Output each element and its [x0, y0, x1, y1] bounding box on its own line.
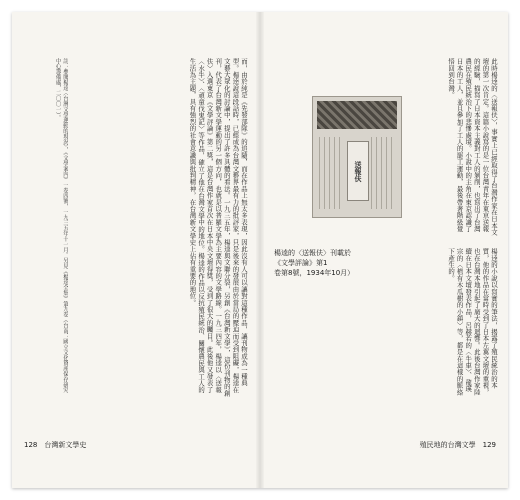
figure-caption-line: 卷第8號，1934年10月）: [274, 269, 355, 277]
right-body-text-lower: 楊逵的小說以寫實的筆法，揭露了殖民統治的本質，他的作品在當時受到了日本左翼文壇的重視，也在台灣本地引起了廣大的迴響。此後台灣作家陸續在日本文壇發表作品，呂赫若的〈牛車〉、龍瑛宗的〈植有木瓜樹的小鎮〉等，都是在這樣的脈絡下產生的。: [447, 248, 498, 396]
right-folio: 殖民地的台灣文學 129: [419, 441, 496, 449]
magazine-title-label: 送報伕: [347, 141, 369, 201]
left-body-text: 而，由於純是《先發部隊》的追隨，而在作品上無太多表現，因此沒有人可以讓對這種作品，讓刊物成為一種典型。楊逵說這段話時，已經成為台灣文藝界最有力的批評家，只是後來的發展由於當局的壓迫而受到阻礙，楊逵在文藝大眾化的討論中，提出了許多具體的看法。一九三五年，楊逵與文聯分裂，另創《台灣新文學》，這份刊物的創刊，代表了台灣新文學運動的另一個方向，也就是以普羅文學為主要內容的文學路線。一九三四年，楊逵以〈送報伕〉入選東京《文學評論》第二獎，這是台灣作家首次在日本中央文壇得獎，受到了很大的矚目。此後他又發表了〈水牛〉、〈頑童伐鬼記〉等作品，確立了他在台灣文學中的地位。楊逵的作品以反抗殖民統治、關懷農民與工人的生活為主題，具有強烈的社會意識與批判精神，在台灣新文學史上佔有重要的地位。: [188, 58, 248, 397]
magazine-text-lines: [371, 137, 395, 209]
left-footnote: 註：參閱楊逵〈台灣文學運動的現況〉，《文學案內》一卷四號，一九三五年十一月。另見《楊逵全集》第九卷（台南：國立文化資產保存研究中心籌備處，二〇〇一）。: [54, 58, 68, 393]
book-spread: [12, 12, 508, 488]
figure-caption: [274, 248, 366, 278]
magazine-cover-image: [312, 96, 402, 218]
right-page: [260, 12, 508, 488]
left-page: [12, 12, 260, 488]
figure-caption-line: 《文學評論》第1: [274, 259, 328, 267]
left-folio: 128 台灣新文學史: [24, 441, 87, 449]
magazine-text-lines: [319, 137, 343, 209]
right-body-text-upper: 此時楊逵的〈送報伕〉，事實上已經取得了台灣作家在日本文壇的第一次肯定。這篇小說寫的是一位台灣青年在東京送報的經驗，描寫了日本資本主義對工人的剝削，也寫出了台灣農民在殖民統治下的悲慘處境。小說中的主角在東京認識了日本的工人，並且參加了工人的罷工運動，最後帶著階級覺悟回到台灣。: [447, 58, 498, 236]
magazine-banner: [317, 101, 397, 129]
figure-caption-line: 楊逵的〈送報伕〉刊載於: [274, 249, 351, 257]
